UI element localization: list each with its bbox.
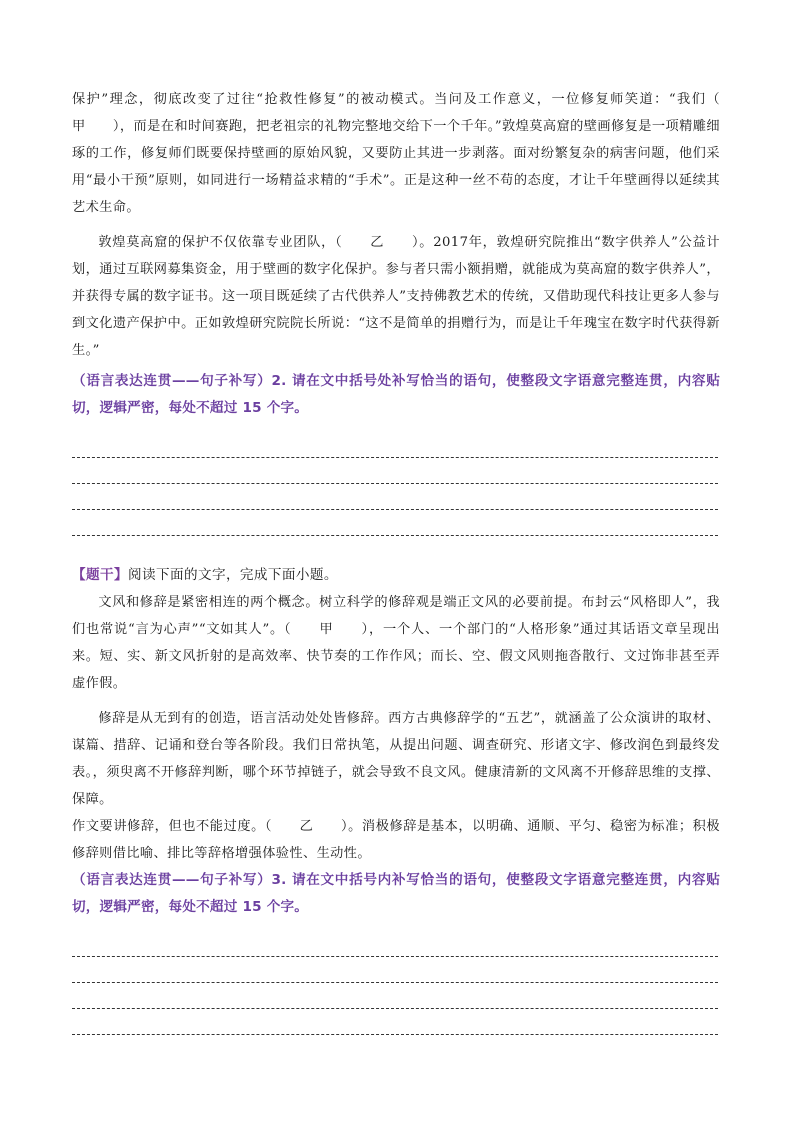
- document-page: [72, 86, 748, 1035]
- answer-line[interactable]: [72, 510, 718, 536]
- passage1-paragraph1: 保护”理念，彻底改变了过往“抢救性修复”的被动模式。当问及工作意义，一位修复师笑道：“我们（ 甲 ），而是在和时间赛跑，把老祖宗的礼物完整地交给下一个千年。”敦煌莫高窟的壁画修复是一项精雕细琢的工作，修复师们既要保持壁画的原始风貌，又要防止其进一步剥落。面对纷繁复杂的病害问题，他们采用“最小干预”原则，如同进行一场精益求精的“手术”。正是这种一丝不苟的态度，才让千年壁画得以延续其艺术生命。: [72, 92, 748, 215]
- passage2-paragraph2: 修辞是从无到有的创造，语言活动处处皆修辞。西方古典修辞学的“五艺”，就涵盖了公众演讲的取材、谋篇、措辞、记诵和登台等各阶段。我们日常执笔，从提出问题、调查研究、形诸文字、修改润色到最终发表。，须臾离不开修辞判断，哪个环节掉链子，就会导致不良文风。健康清新的文风离不开修辞思维的支撑、保障。: [72, 711, 720, 807]
- passage2-paragraph1: 文风和修辞是紧密相连的两个概念。树立科学的修辞观是端正文风的必要前提。布封云“风格即人”，我们也常说“言为心声”“文如其人”。（ 甲 ），一个人、一个部门的“人格形象”通过其话语文章呈现出来。短、实、新文风折射的是高效率、快节奏的工作作风；而长、空、假文风则拖沓散行、文过饰非甚至弄虚作假。: [72, 595, 720, 691]
- question-3-prompt: （语言表达连贯——句子补写）3. 请在文中括号内补写恰当的语句，使整段文字语意完整连贯，内容贴切，逻辑严密，每处不超过 15 个字。: [72, 872, 720, 915]
- answer-line[interactable]: [72, 931, 718, 957]
- question-3-answer-area[interactable]: [72, 931, 720, 1035]
- answer-line[interactable]: [72, 957, 718, 983]
- answer-line[interactable]: [72, 484, 718, 510]
- answer-line[interactable]: [72, 1009, 718, 1035]
- question-2-prompt: （语言表达连贯——句子补写）2. 请在文中括号处补写恰当的语句，使整段文字语意完整连贯，内容贴切，逻辑严密，每处不超过 15 个字。: [72, 373, 720, 416]
- answer-line[interactable]: [72, 432, 718, 458]
- question-2-answer-area[interactable]: [72, 432, 720, 536]
- answer-line[interactable]: [72, 458, 718, 484]
- stem-tag: 【题干】: [72, 567, 128, 583]
- stem-text: 阅读下面的文字，完成下面小题。: [127, 567, 338, 583]
- passage1-paragraph2: 敦煌莫高窟的保护不仅依靠专业团队，（ 乙 ）。2017年，敦煌研究院推出“数字供养人”公益计划，通过互联网募集资金，用于壁画的数字化保护。参与者只需小额捐赠，就能成为莫高窟的数字供养人”，并获得专属的数字证书。这一项目既延续了古代供养人”支持佛教艺术的传统，又借助现代科技让更多人参与到文化遗产保护中。正如敦煌研究院院长所说：“这不是简单的捐赠行为，而是让千年瑰宝在数字时代获得新生。”: [72, 235, 720, 358]
- passage2-paragraph3: 作文要讲修辞，但也不能过度。（ 乙 ）。消极修辞是基本，以明确、通顺、平匀、稳密为标准；积极修辞则借比喻、排比等辞格增强体验性、生动性。: [72, 819, 720, 861]
- question-stem: [72, 562, 720, 589]
- answer-line[interactable]: [72, 983, 718, 1009]
